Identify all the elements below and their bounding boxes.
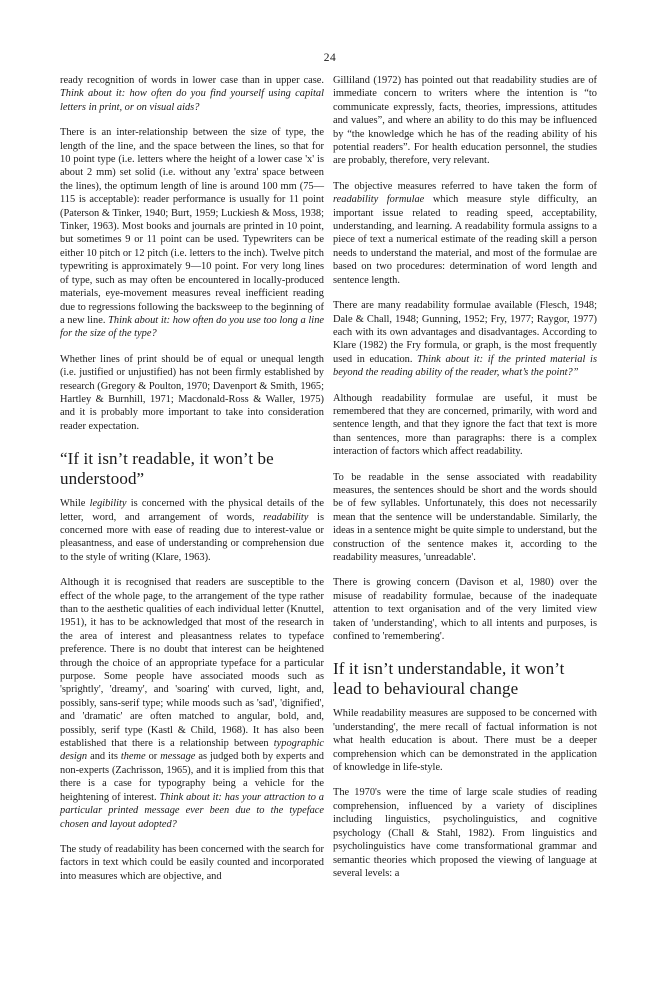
page-number: 24 xyxy=(323,52,337,64)
paragraph: The objective measures referred to have taken the form of readability formulae which measure style difficulty, an important issue related to reading speed, acceptability, understanding, and learning. A readability formula assigns to a piece of text a numerical estimate of the reading skill a person needs to understand the material, and most of the formulae are based on two procedures: determination of word length and sentence length. xyxy=(333,180,597,286)
paragraph: There is an inter-relationship between the size of type, the length of the line, and the space between the lines, so that for 10 point type (i.e. letters where the height of a lower case 'x' is about 2 mm) set solid (i.e. without any 'extra' space between the lines), the optimum length of line is around 100 mm (75—115 is acceptable): reader performance is usually for 11 point (Paterson & Tinker, 1940; Burt, 1959; Luckiesh & Moss, 1938; Tinker, 1963). Most books and journals are printed in 10 point, but sometimes 9 or 11 point can be used. Typewriters can be either 10 pitch or 12 pitch (i.e. letters to the inch). Twelve pitch typewriting is approximately 9—10 point. For very long lines of type, such as may often be encountered in locally-produced materials, eye-movement measures reveal inefficient reading due to regressions following the backsweep to the beginning of a new line. Think about it: how often do you use too long a line for the size of the type? xyxy=(60,127,324,340)
paragraph: Although readability formulae are useful, it must be remembered that they are concerned, primarily, with word and sentence length, and that they ignore the fact that text is more than sentences, more than paragraphs: there is a complex interaction of factors which affect readability. xyxy=(333,392,597,458)
paragraph: The study of readability has been concerned with the search for factors in text which could be easily counted and incorporated into measures which are objective, and xyxy=(60,843,324,882)
paragraph: Although it is recognised that readers are susceptible to the effect of the whole page, to the arrangement of the type rather than to the aesthetic qualities of each individual letter (Knuttel, 1951), it has to be acknowledged that most of the research in the area of interest and pleasantness relates to typeface preference. There is no doubt that interest can be heightened through the choice of an appropriate typeface for a particular purpose. Some people have associated moods such as 'sprightly', 'dreamy', and 'soaring' with curved, light, and, possibly, sans-serif type; while moods such as 'sad', 'dignified', and 'dramatic' are often matched to angular, bold, and, possibly, serif type (Kastl & Child, 1968). It has also been established that there is a relationship between typographic design and its theme or message as judged both by experts and non-experts (Zachrisson, 1965), and it is implied from this that there is a case for typography being a vehicle for the heightening of interest. Think about it: has your attraction to a particular printed message ever been due to the typeface chosen and layout adopted? xyxy=(60,577,324,830)
paragraph: There are many readability formulae available (Flesch, 1948; Dale & Chall, 1948; Gunning, 1952; Fry, 1977; Raygor, 1977) each with its own advantages and disadvantages. According to Klare (1982) the Fry formula, or graph, is the most frequently used in education. Think about it: if the printed material is beyond the reading ability of the reader, what’s the point?” xyxy=(333,300,597,379)
paragraph: The 1970's were the time of large scale studies of reading comprehension, influenced by a variety of disciplines including linguistics, psycholinguistics, and cognitive psychology (Chall & Stahl, 1982). From linguistics and psycholinguistics have come transformational grammar and semantic theories which proposed the viewing of language at several levels: a xyxy=(333,787,597,879)
paragraph: While readability measures are supposed to be concerned with 'understanding', the mere recall of factual information is not what health education is about. There must be a deeper comprehension which can be demonstrated in the application of knowledge in life-style. xyxy=(333,708,597,774)
paragraph: To be readable in the sense associated with readability measures, the sentences should be short and the words should be of few syllables. Unfortunately, this does not necessarily mean that the sentence will be understandable. Similarly, the ideas in a sentence might be quite simple to understand, but the construction of the sentence makes it, according to the readability measures, 'unreadable'. xyxy=(333,471,597,563)
section-heading: If it isn’t understandable, it won’t lead to behavioural change xyxy=(333,659,565,699)
right-column xyxy=(333,74,597,892)
paragraph: While legibility is concerned with the physical details of the letter, word, and arrangement of words, readability is concerned more with ease of reading due to interest-value or pleasantness, and ease of understanding or comprehension due to the style of writing (Klare, 1963). xyxy=(60,498,325,563)
paragraph: ready recognition of words in lower case than in upper case. Think about it: how often do you find yourself using capital letters in print, or on visual aids? xyxy=(60,75,324,113)
section-heading: “If it isn’t readable, it won’t be understood” xyxy=(60,449,274,489)
left-column xyxy=(60,74,324,895)
paragraph: Gilliland (1972) has pointed out that readability studies are of immediate concern to writers where the intention is “to communicate expressly, facts, theories, impressions, attitudes and values”, and where an ability to do this may be influenced by “the knowledge which he has of the reading ability of his potential readers”. For health education personnel, the studies are probably, therefore, very relevant. xyxy=(333,75,597,167)
paragraph: There is growing concern (Davison et al, 1980) over the misuse of readability formulae, because of the inadequate attention to text organisation and of the very limited view taken of 'understanding', which to all intents and purposes, is confined to 'remembering'. xyxy=(333,577,597,643)
paragraph: Whether lines of print should be of equal or unequal length (i.e. justified or unjustified) has not been firmly established by research (Gregory & Poulton, 1970; Davenport & Smith, 1965; Hartley & Burnhill, 1971; Macdonald-Ross & Waller, 1975) and it is probably more important to take into consideration reader expectation. xyxy=(60,353,324,432)
